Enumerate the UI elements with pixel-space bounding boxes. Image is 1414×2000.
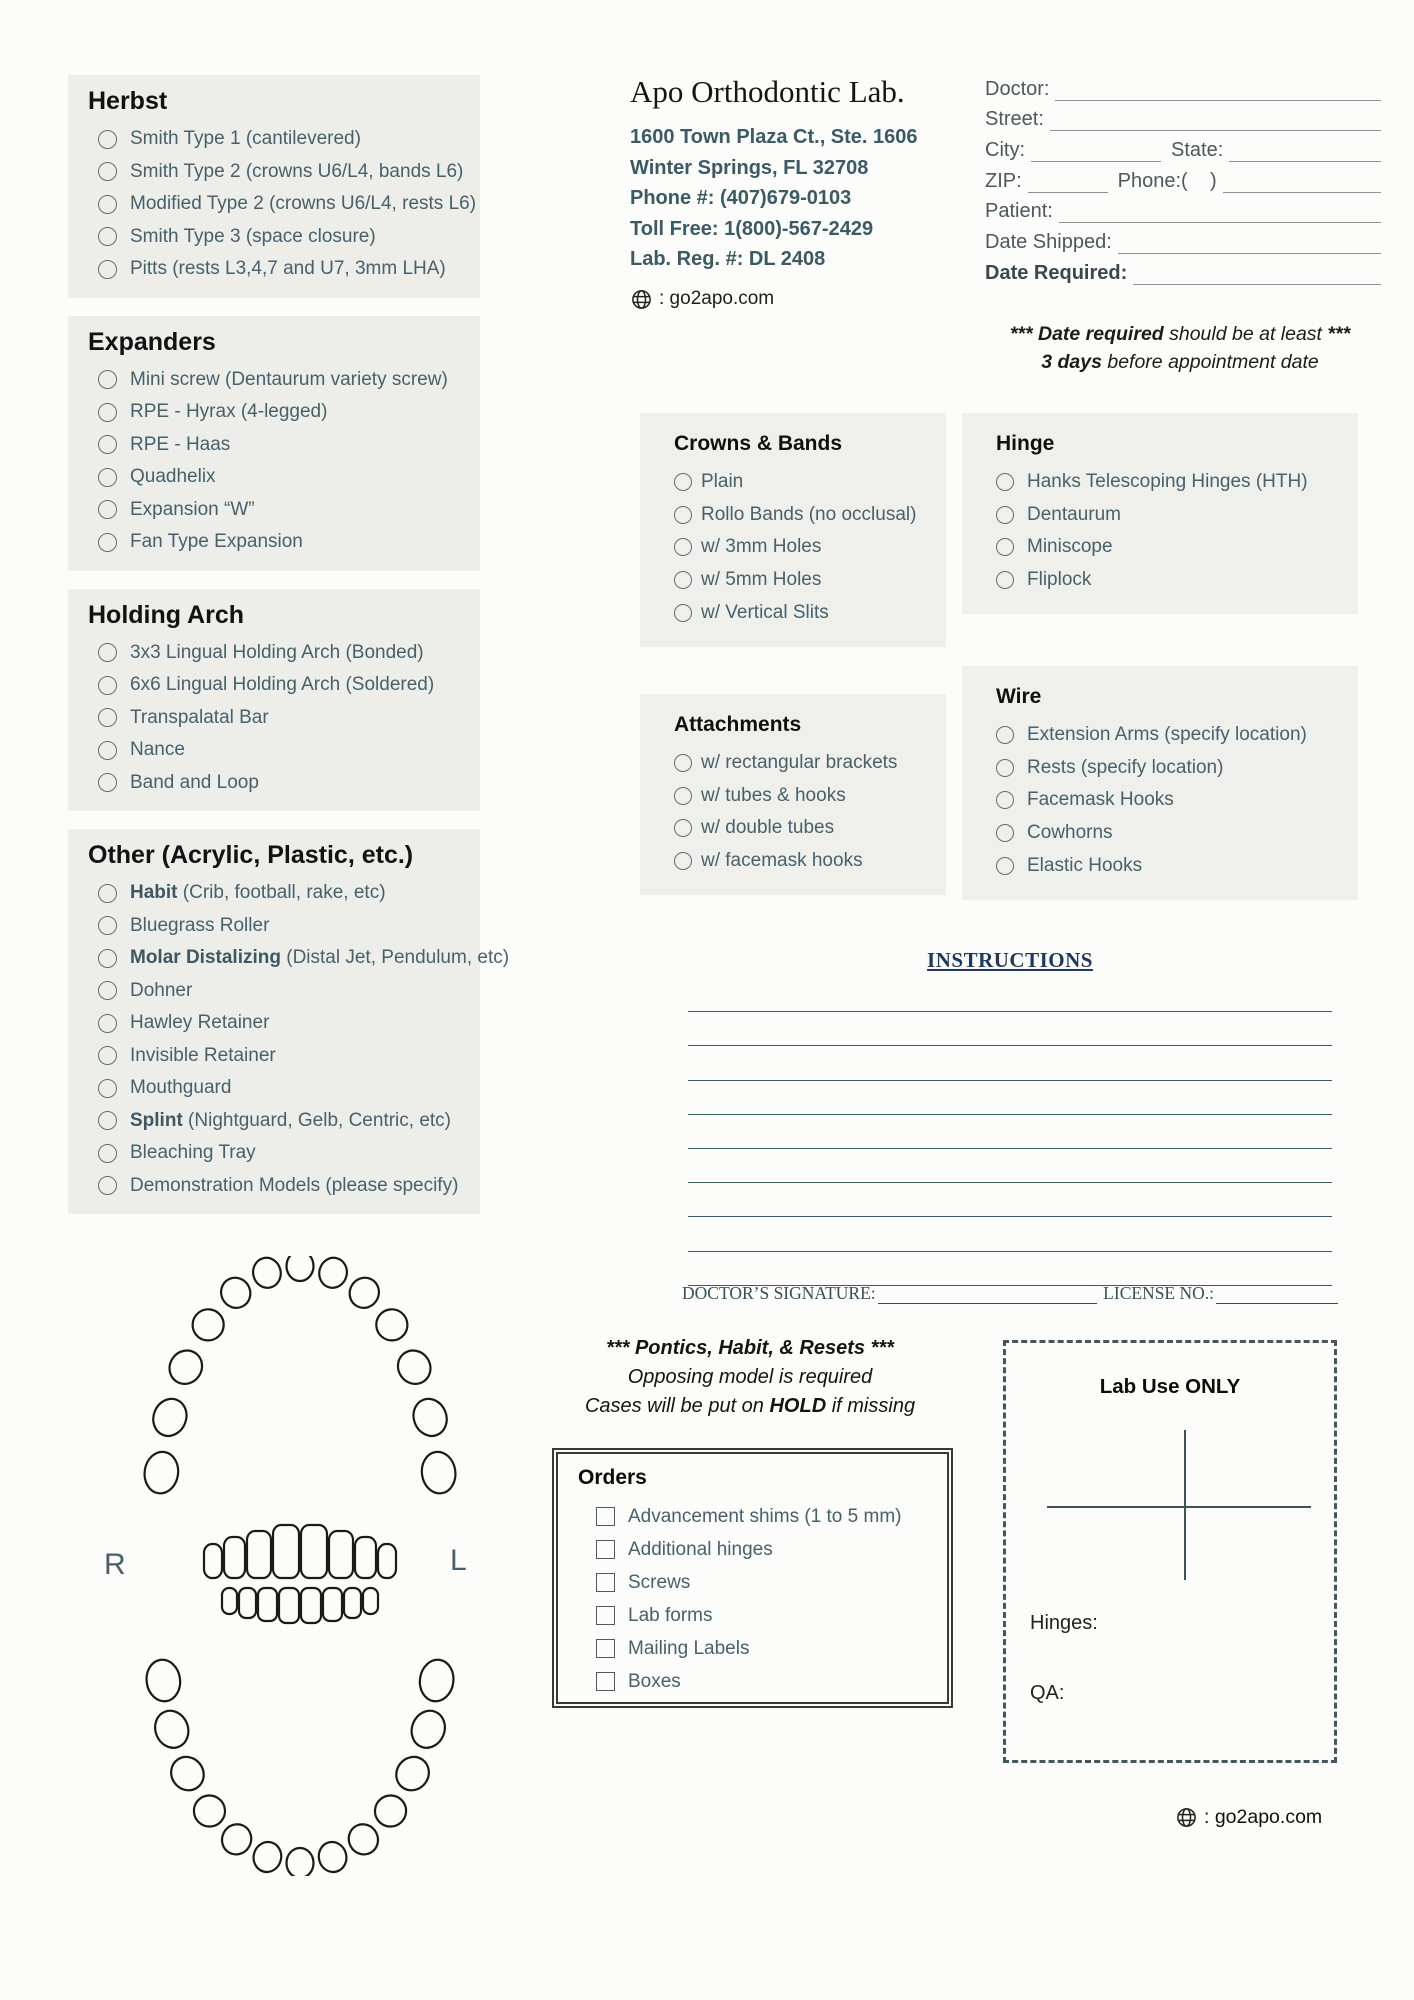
radio-button-icon[interactable] [98, 949, 117, 968]
checkbox-icon[interactable] [596, 1639, 615, 1658]
option-label: w/ rectangular brackets [701, 752, 898, 774]
option-row [674, 466, 938, 499]
section-title: Wire [996, 685, 1042, 708]
field-label: ZIP: [985, 169, 1022, 192]
date-required-note: *** Date required should be at least *** 3 days before appointment date [1009, 323, 1351, 373]
option-label: w/ 3mm Holes [701, 536, 822, 558]
option-row [98, 910, 460, 943]
tooth [287, 1256, 314, 1281]
radio-button-icon[interactable] [98, 773, 117, 792]
radio-button-icon[interactable] [98, 370, 117, 389]
radio-button-icon[interactable] [996, 571, 1014, 589]
dental-arch-diagram [100, 1256, 500, 1881]
radio-button-icon[interactable] [996, 824, 1014, 842]
lab-use-cross-vertical-line [1184, 1430, 1186, 1580]
option-label: Pitts (rests L3,4,7 and U7, 3mm LHA) [130, 258, 446, 280]
instruction-line [688, 1217, 1332, 1251]
option-row [674, 812, 938, 845]
license-no-label: LICENSE NO.: [1103, 1283, 1214, 1303]
option-label: Expansion “W” [130, 498, 255, 520]
instruction-line [688, 1046, 1332, 1080]
tooth [216, 1273, 256, 1313]
option-label: Cowhorns [1027, 822, 1113, 844]
option-row [98, 253, 460, 286]
orders-items [578, 1500, 939, 1698]
globe-icon [630, 288, 653, 311]
tooth [417, 1658, 456, 1704]
tooth [301, 1525, 327, 1578]
option-row [674, 564, 938, 597]
checkbox-icon[interactable] [596, 1606, 615, 1625]
radio-button-icon[interactable] [98, 130, 117, 149]
option-row [674, 747, 938, 780]
order-item-label: Mailing Labels [628, 1637, 750, 1659]
wire-section [962, 666, 1358, 900]
field-label: Patient: [985, 200, 1053, 223]
option-row [996, 752, 1350, 785]
instructions-title: INSTRUCTIONS [927, 948, 1093, 972]
option-row [98, 396, 460, 429]
tooth [344, 1273, 384, 1313]
pontics-note-line3: Cases will be put on HOLD if missing [584, 1395, 916, 1417]
left-side-label: L [450, 1544, 467, 1577]
radio-button-icon[interactable] [996, 473, 1014, 491]
radio-button-icon[interactable] [98, 1111, 117, 1130]
radio-button-icon[interactable] [98, 468, 117, 487]
instruction-line [688, 1252, 1332, 1286]
option-label: Splint (Nightguard, Gelb, Centric, etc) [130, 1109, 451, 1131]
appliance-section [68, 589, 480, 812]
instruction-line [688, 1149, 1332, 1183]
section-title: Hinge [996, 432, 1055, 455]
radio-button-icon[interactable] [674, 506, 692, 524]
radio-button-icon[interactable] [996, 857, 1014, 875]
radio-button-icon[interactable] [674, 571, 692, 589]
tooth [258, 1588, 277, 1621]
option-label: Transpalatal Bar [130, 706, 269, 728]
radio-button-icon[interactable] [98, 195, 117, 214]
field-label: Street: [985, 108, 1044, 131]
footer-website[interactable]: : go2apo.com [1204, 1806, 1323, 1828]
doctor-signature-label: DOCTOR’S SIGNATURE: [682, 1283, 876, 1303]
option-row [98, 364, 460, 397]
option-label: Hanks Telescoping Hinges (HTH) [1027, 471, 1308, 493]
crowns-and-bands-section [640, 413, 946, 647]
option-row [98, 429, 460, 462]
tooth [150, 1706, 194, 1753]
lab-header [630, 74, 975, 311]
tooth [144, 1658, 183, 1704]
option-row [98, 1040, 460, 1073]
option-row [98, 526, 460, 559]
option-label: Dohner [130, 979, 193, 1001]
option-label: w/ 5mm Holes [701, 569, 822, 591]
radio-button-icon[interactable] [98, 1046, 117, 1065]
field-blank[interactable] [1055, 78, 1381, 101]
option-label: Rollo Bands (no occlusal) [701, 503, 917, 525]
tooth [287, 1848, 314, 1876]
tooth [148, 1394, 192, 1441]
lab-use-only-title: Lab Use ONLY [1099, 1375, 1241, 1398]
order-item-label: Additional hinges [628, 1538, 773, 1560]
tooth [250, 1256, 284, 1291]
globe-icon [1175, 1806, 1198, 1829]
option-label: Nance [130, 739, 185, 761]
radio-button-icon[interactable] [674, 787, 692, 805]
option-row [98, 1105, 460, 1138]
field-blank[interactable] [1229, 139, 1381, 162]
option-label: RPE - Hyrax (4-legged) [130, 401, 328, 423]
radio-button-icon[interactable] [98, 1079, 117, 1098]
option-row [674, 596, 938, 629]
option-row [98, 1137, 460, 1170]
option-label: Plain [701, 471, 744, 493]
appliance-section [68, 316, 480, 571]
field-label: Date Shipped: [985, 231, 1112, 254]
tooth [390, 1751, 436, 1797]
radio-button-icon[interactable] [98, 981, 117, 1000]
form-field-row [985, 193, 1381, 224]
radio-button-icon[interactable] [98, 884, 117, 903]
tooth [316, 1839, 350, 1875]
tooth [279, 1588, 299, 1623]
option-row [98, 1170, 460, 1203]
option-row [98, 156, 464, 189]
tooth [163, 1344, 209, 1390]
form-field-row [985, 223, 1381, 254]
option-label: w/ facemask hooks [701, 850, 863, 872]
option-label: Mouthguard [130, 1077, 232, 1099]
tooth [355, 1537, 376, 1578]
option-row [98, 1072, 460, 1105]
lab-use-hinges-label: Hinges: [1030, 1612, 1098, 1634]
date-note-days: 3 days [1041, 351, 1102, 373]
option-label: Fliplock [1027, 569, 1092, 591]
option-label: w/ Vertical Slits [701, 601, 829, 623]
form-field-row [985, 101, 1381, 132]
option-row [996, 564, 1350, 597]
radio-button-icon[interactable] [98, 435, 117, 454]
option-label: Band and Loop [130, 771, 259, 793]
radio-button-icon[interactable] [674, 754, 692, 772]
option-row [996, 817, 1350, 850]
option-row [98, 123, 460, 156]
appliance-sections-column [68, 75, 510, 1232]
option-label: Habit (Crib, football, rake, etc) [130, 882, 386, 904]
option-row [98, 188, 477, 221]
option-row [674, 499, 938, 532]
tooth [247, 1531, 271, 1578]
field-blank[interactable] [1028, 170, 1108, 193]
option-label: Elastic Hooks [1027, 854, 1143, 876]
option-row [98, 461, 460, 494]
option-row [996, 719, 1350, 752]
option-label: 3x3 Lingual Holding Arch (Bonded) [130, 641, 424, 663]
radio-button-icon[interactable] [98, 533, 117, 552]
radio-button-icon[interactable] [98, 1014, 117, 1033]
tooth [323, 1588, 342, 1621]
tooth [301, 1588, 321, 1623]
field-blank[interactable] [1050, 108, 1381, 131]
option-row [674, 845, 938, 878]
radio-button-icon[interactable] [98, 1144, 117, 1163]
tooth [316, 1256, 350, 1291]
radio-button-icon[interactable] [996, 506, 1014, 524]
order-item-label: Screws [628, 1571, 691, 1593]
section-title: Holding Arch [88, 600, 245, 629]
option-row [996, 466, 1350, 499]
radio-button-icon[interactable] [674, 819, 692, 837]
order-item-row [596, 1533, 939, 1566]
lab-name: Apo Orthodontic Lab. [630, 74, 905, 109]
tooth [188, 1789, 232, 1833]
order-item-row [596, 1599, 939, 1632]
tooth [217, 1819, 257, 1859]
option-label: Quadhelix [130, 466, 216, 488]
field-label: Doctor: [985, 77, 1050, 100]
order-item-row [596, 1665, 939, 1698]
field-blank[interactable] [1118, 231, 1381, 254]
form-field-row [985, 70, 1381, 101]
option-label: Smith Type 3 (space closure) [130, 225, 376, 247]
lab-use-qa-label: QA: [1030, 1682, 1065, 1704]
tooth [250, 1839, 284, 1875]
checkbox-icon[interactable] [596, 1507, 615, 1526]
address-line: Toll Free: 1(800)-567-2429 [630, 217, 874, 240]
field-label: Date Required: [985, 261, 1128, 284]
option-label: Miniscope [1027, 536, 1113, 558]
radio-button-icon[interactable] [674, 538, 692, 556]
option-row [996, 499, 1350, 532]
instruction-line [688, 1183, 1332, 1217]
footer-website-row [1175, 1806, 1322, 1829]
tooth [204, 1544, 222, 1578]
radio-button-icon[interactable] [98, 260, 117, 279]
section-title: Other (Acrylic, Plastic, etc.) [88, 841, 414, 869]
option-row [98, 494, 460, 527]
option-row [996, 531, 1350, 564]
option-row [98, 221, 460, 254]
license-no-blank[interactable] [1216, 1285, 1338, 1304]
radio-button-icon[interactable] [98, 227, 117, 246]
pontics-note [545, 1334, 955, 1421]
option-row [98, 767, 460, 800]
tooth [369, 1789, 413, 1833]
tooth [222, 1588, 237, 1614]
radio-button-icon[interactable] [98, 916, 117, 935]
tooth [273, 1525, 299, 1578]
address-line: Lab. Reg. #: DL 2408 [630, 248, 826, 270]
instruction-line [688, 1012, 1332, 1046]
radio-button-icon[interactable] [996, 791, 1014, 809]
order-info-fields [985, 70, 1381, 285]
option-label: Hawley Retainer [130, 1012, 270, 1034]
lab-website[interactable]: : go2apo.com [659, 288, 775, 309]
doctor-signature-blank[interactable] [878, 1285, 1098, 1304]
section-title: Herbst [88, 87, 168, 115]
option-label: Demonstration Models (please specify) [130, 1174, 459, 1196]
radio-button-icon[interactable] [98, 676, 117, 695]
appliance-section [68, 75, 480, 298]
field-label: City: [985, 139, 1025, 162]
option-row [98, 669, 460, 702]
instructions-writing-area[interactable] [688, 978, 1332, 1286]
tooth [186, 1303, 230, 1347]
radio-button-icon[interactable] [98, 162, 117, 181]
checkbox-icon[interactable] [596, 1573, 615, 1592]
field-blank[interactable] [1031, 139, 1161, 162]
tooth [419, 1450, 458, 1496]
tooth [329, 1531, 353, 1578]
option-row [996, 784, 1350, 817]
option-label: Mini screw (Dentaurum variety screw) [130, 368, 448, 390]
radio-button-icon[interactable] [674, 604, 692, 622]
option-row [98, 637, 460, 670]
address-line: 1600 Town Plaza Ct., Ste. 1606 [630, 126, 918, 148]
option-row [98, 1007, 460, 1040]
address-line: Winter Springs, FL 32708 [630, 156, 869, 179]
checkbox-icon[interactable] [596, 1540, 615, 1559]
option-label: Fan Type Expansion [130, 531, 303, 553]
radio-button-icon[interactable] [98, 1176, 117, 1195]
lab-address [630, 122, 975, 275]
option-label: Smith Type 2 (crowns U6/L4, bands L6) [130, 160, 464, 182]
option-row [996, 849, 1350, 882]
pontics-note-line1: *** Pontics, Habit, & Resets *** [606, 1337, 894, 1359]
option-row [98, 702, 460, 735]
section-title: Expanders [88, 327, 216, 356]
option-row [98, 734, 460, 767]
signature-row [682, 1283, 1338, 1304]
option-label: Facemask Hooks [1027, 789, 1174, 811]
option-label: Invisible Retainer [130, 1044, 276, 1066]
option-label: Extension Arms (specify location) [1027, 724, 1307, 746]
radio-button-icon[interactable] [674, 852, 692, 870]
field-blank[interactable] [1223, 170, 1381, 193]
order-item-row [596, 1500, 939, 1533]
orders-box [552, 1448, 953, 1708]
option-label: Smith Type 1 (cantilevered) [130, 128, 361, 150]
field-label: Phone:( ) [1117, 169, 1217, 192]
section-title: Attachments [674, 713, 802, 736]
order-item-label: Lab forms [628, 1604, 713, 1626]
option-label: w/ double tubes [701, 817, 835, 839]
checkbox-icon[interactable] [596, 1672, 615, 1691]
option-row [674, 531, 938, 564]
option-row [98, 877, 460, 910]
option-label: RPE - Haas [130, 433, 231, 455]
option-label: Modified Type 2 (crowns U6/L4, rests L6) [130, 193, 477, 215]
tooth [239, 1588, 256, 1618]
instruction-line [688, 1081, 1332, 1115]
tooth [378, 1544, 396, 1578]
tooth [406, 1706, 450, 1753]
order-item-row [596, 1566, 939, 1599]
tooth [165, 1751, 211, 1797]
tooth [142, 1450, 181, 1496]
field-label: State: [1171, 139, 1224, 162]
radio-button-icon[interactable] [98, 500, 117, 519]
right-side-label: R [104, 1548, 126, 1581]
option-row [674, 780, 938, 813]
form-field-row [985, 162, 1381, 193]
orders-title: Orders [578, 1466, 647, 1489]
option-label: 6x6 Lingual Holding Arch (Soldered) [130, 674, 435, 696]
tooth [363, 1588, 378, 1614]
order-item-row [596, 1632, 939, 1665]
lab-website-row [630, 288, 975, 311]
tooth [391, 1344, 437, 1390]
option-row [98, 942, 510, 975]
option-row [98, 975, 460, 1008]
appliance-section [68, 829, 510, 1214]
tooth [224, 1537, 245, 1578]
tooth [408, 1394, 452, 1441]
tooth [344, 1819, 384, 1859]
option-label: Molar Distalizing (Distal Jet, Pendulum, etc) [130, 947, 510, 969]
tooth [344, 1588, 361, 1618]
address-line: Phone #: (407)679-0103 [630, 187, 852, 209]
tooth [370, 1303, 414, 1347]
order-item-label: Advancement shims (1 to 5 mm) [628, 1505, 902, 1527]
instruction-line [688, 978, 1332, 1012]
radio-button-icon[interactable] [98, 403, 117, 422]
radio-button-icon[interactable] [98, 643, 117, 662]
radio-button-icon[interactable] [996, 726, 1014, 744]
date-note-bold: *** Date required [1009, 323, 1164, 345]
option-label: Bleaching Tray [130, 1142, 256, 1164]
attachments-section [640, 694, 946, 895]
radio-button-icon[interactable] [996, 759, 1014, 777]
form-field-row [985, 254, 1381, 285]
option-label: Bluegrass Roller [130, 914, 270, 936]
field-blank[interactable] [1059, 200, 1381, 223]
radio-button-icon[interactable] [98, 708, 117, 727]
field-blank[interactable] [1133, 262, 1381, 285]
radio-button-icon[interactable] [674, 473, 692, 491]
pontics-note-line2: Opposing model is required [627, 1366, 873, 1388]
option-label: Dentaurum [1027, 503, 1121, 525]
hinge-section [962, 413, 1358, 614]
radio-button-icon[interactable] [996, 538, 1014, 556]
option-label: Rests (specify location) [1027, 756, 1224, 778]
instruction-line [688, 1115, 1332, 1149]
section-title: Crowns & Bands [674, 432, 843, 455]
order-item-label: Boxes [628, 1670, 681, 1692]
radio-button-icon[interactable] [98, 741, 117, 760]
option-label: w/ tubes & hooks [701, 784, 846, 806]
form-field-row [985, 131, 1381, 162]
lab-use-cross-horizontal-line [1047, 1506, 1311, 1508]
